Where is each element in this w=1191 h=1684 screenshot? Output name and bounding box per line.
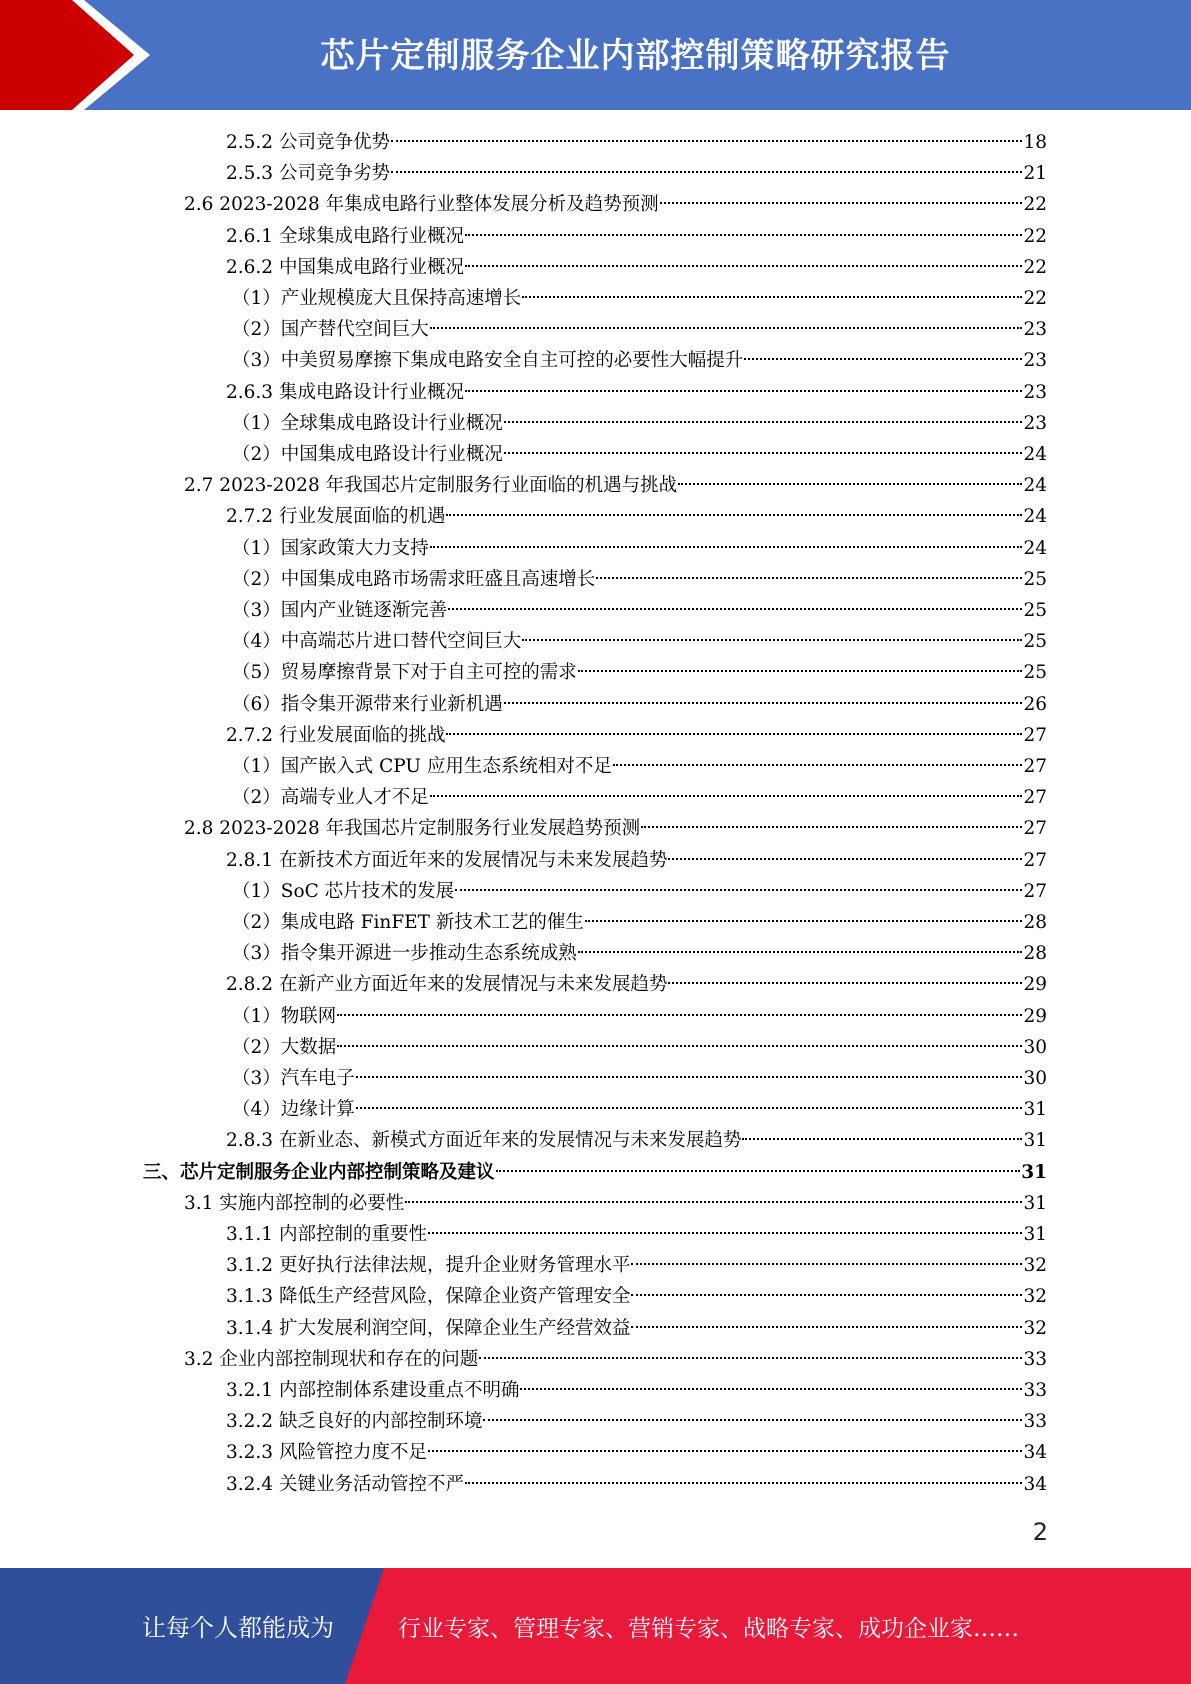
toc-entry-page: 23 — [1023, 319, 1047, 341]
toc-entry[interactable] — [232, 1001, 1047, 1032]
toc-entry-title: 3.1 实施内部控制的必要性 — [184, 1192, 405, 1214]
toc-entry-page: 23 — [1023, 381, 1047, 403]
page-header — [0, 0, 1191, 110]
toc-dot-leader — [660, 201, 1023, 204]
toc-dot-leader — [446, 513, 1022, 516]
toc-entry[interactable] — [232, 1063, 1047, 1094]
toc-entry-title: （5）贸易摩擦背景下对于自主可控的需求 — [232, 662, 577, 684]
toc-dot-leader — [337, 1044, 1022, 1047]
toc-entry-title: 2.5.3 公司竞争劣势 — [226, 163, 390, 185]
toc-entry[interactable] — [226, 158, 1047, 189]
toc-entry-page: 31 — [1021, 1161, 1047, 1183]
toc-entry-page: 22 — [1023, 288, 1047, 309]
toc-dot-leader — [356, 1106, 1023, 1109]
toc-entry-page: 32 — [1023, 1286, 1047, 1308]
toc-entry[interactable] — [232, 564, 1047, 595]
toc-entry[interactable] — [143, 1157, 1047, 1188]
toc-entry[interactable] — [232, 626, 1047, 657]
toc-entry[interactable] — [232, 689, 1047, 720]
toc-entry[interactable] — [232, 876, 1047, 907]
toc-dot-leader — [465, 233, 1022, 236]
toc-entry-title: 2.8.2 在新产业方面近年来的发展情况与未来发展趋势 — [226, 974, 668, 996]
toc-entry-title: 3.2.3 风险管控力度不足 — [226, 1442, 427, 1464]
toc-entry-title: （2）中国集成电路设计行业概况 — [232, 444, 503, 465]
toc-dot-leader — [578, 950, 1023, 953]
toc-dot-leader — [483, 1418, 1022, 1421]
toc-entry-title: （2）国产替代空间巨大 — [232, 319, 429, 341]
toc-entry-page: 26 — [1023, 693, 1047, 715]
toc-entry-title: （4）中高端芯片进口替代空间巨大 — [232, 631, 522, 653]
toc-entry-title: 2.6.1 全球集成电路行业概况 — [226, 225, 464, 247]
toc-entry[interactable] — [232, 345, 1047, 376]
toc-dot-leader — [448, 607, 1022, 610]
toc-entry[interactable] — [226, 221, 1047, 252]
toc-entry-page: 24 — [1023, 444, 1047, 465]
toc-entry[interactable] — [232, 283, 1047, 314]
toc-entry-page: 25 — [1023, 631, 1047, 653]
toc-entry-page: 29 — [1023, 974, 1047, 996]
toc-dot-leader — [455, 888, 1022, 891]
toc-entry[interactable] — [232, 533, 1047, 564]
report-title: 芯片定制服务企业内部控制策略研究报告 — [320, 36, 951, 76]
toc-entry-title: 3.1.3 降低生产经营风险，保障企业资产管理安全 — [226, 1286, 631, 1308]
toc-entry-title: 3.2.2 缺乏良好的内部控制环境 — [226, 1411, 483, 1433]
toc-entry-page: 24 — [1023, 537, 1047, 559]
toc-entry-page: 34 — [1023, 1473, 1047, 1495]
footer-slogan-right: 行业专家、管理专家、营销专家、战略专家、成功企业家…… — [398, 1616, 1019, 1642]
toc-entry-page: 33 — [1023, 1411, 1047, 1433]
toc-dot-leader — [428, 1449, 1022, 1452]
toc-entry-page: 25 — [1023, 568, 1047, 590]
toc-entry[interactable] — [184, 189, 1047, 220]
toc-entry[interactable] — [226, 252, 1047, 283]
toc-entry[interactable] — [184, 1344, 1047, 1375]
toc-entry-page: 23 — [1023, 350, 1047, 372]
toc-entry[interactable] — [232, 782, 1047, 813]
toc-entry-title: 2.7 2023-2028 年我国芯片定制服务行业面临的机遇与挑战 — [184, 475, 678, 497]
toc-dot-leader — [668, 981, 1022, 984]
toc-entry-page: 29 — [1023, 1005, 1047, 1027]
toc-entry[interactable] — [232, 1094, 1047, 1125]
toc-entry-page: 31 — [1023, 1099, 1047, 1121]
toc-entry-page: 27 — [1023, 787, 1047, 809]
toc-dot-leader — [613, 763, 1023, 766]
toc-dot-leader — [578, 669, 1023, 672]
toc-entry-page: 27 — [1023, 756, 1047, 777]
toc-entry[interactable] — [226, 1469, 1047, 1500]
toc-entry-title: （1）国家政策大力支持 — [232, 537, 429, 559]
toc-dot-leader — [428, 1231, 1022, 1234]
toc-entry-title: （2）中国集成电路市场需求旺盛且高速增长 — [232, 568, 596, 590]
toc-entry[interactable] — [184, 470, 1047, 501]
toc-dot-leader — [430, 545, 1023, 548]
toc-entry[interactable] — [184, 1188, 1047, 1219]
toc-dot-leader — [678, 482, 1022, 485]
page-footer — [0, 1568, 1191, 1684]
toc-entry-title: 2.8.3 在新业态、新模式方面近年来的发展情况与未来发展趋势 — [226, 1130, 742, 1152]
toc-dot-leader — [479, 1356, 1022, 1359]
toc-dot-leader — [465, 1481, 1022, 1484]
toc-entry-title: 3.1.1 内部控制的重要性 — [226, 1224, 427, 1245]
toc-entry-page: 32 — [1023, 1317, 1047, 1339]
toc-entry-page: 23 — [1023, 412, 1047, 434]
toc-dot-leader — [520, 1387, 1022, 1390]
page-number: 2 — [1032, 1518, 1048, 1546]
toc-entry-page: 27 — [1023, 724, 1047, 746]
toc-entry-page: 27 — [1023, 880, 1047, 902]
toc-dot-leader — [504, 420, 1023, 423]
toc-entry-title: （1）SoC 芯片技术的发展 — [232, 880, 455, 902]
toc-entry[interactable] — [226, 1125, 1047, 1156]
toc-dot-leader — [391, 139, 1022, 142]
toc-entry[interactable] — [232, 314, 1047, 345]
toc-entry[interactable] — [232, 595, 1047, 626]
toc-entry-page: 18 — [1023, 132, 1047, 153]
toc-entry-title: 三、芯片定制服务企业内部控制策略及建议 — [143, 1161, 495, 1183]
toc-entry[interactable] — [184, 813, 1047, 844]
toc-dot-leader — [430, 794, 1023, 797]
toc-entry-page: 31 — [1023, 1130, 1047, 1152]
toc-entry-title: 2.6 2023-2028 年集成电路行业整体发展分析及趋势预测 — [184, 194, 659, 216]
toc-entry[interactable] — [232, 751, 1047, 782]
toc-entry-title: 2.8 2023-2028 年我国芯片定制服务行业发展趋势预测 — [184, 818, 641, 840]
toc-entry-page: 28 — [1023, 943, 1047, 965]
toc-entry-title: 3.2.1 内部控制体系建设重点不明确 — [226, 1380, 520, 1401]
toc-entry-title: （3）国内产业链逐渐完善 — [232, 600, 448, 621]
toc-dot-leader — [742, 1137, 1022, 1140]
toc-entry-title: （3）中美贸易摩擦下集成电路安全自主可控的必要性大幅提升 — [232, 350, 744, 372]
toc-dot-leader — [430, 326, 1023, 329]
toc-dot-leader — [596, 576, 1022, 579]
toc-dot-leader — [522, 295, 1022, 298]
toc-entry-title: 2.6.2 中国集成电路行业概况 — [226, 256, 464, 278]
toc-entry-page: 32 — [1023, 1255, 1047, 1277]
toc-entry-title: 3.2.4 关键业务活动管控不严 — [226, 1473, 464, 1495]
toc-entry-title: （2）集成电路 FinFET 新技术工艺的催生 — [232, 912, 584, 933]
toc-entry-page: 22 — [1023, 194, 1047, 216]
toc-entry[interactable] — [226, 127, 1047, 158]
toc-entry-title: （1）全球集成电路设计行业概况 — [232, 412, 503, 434]
toc-entry-page: 34 — [1023, 1442, 1047, 1464]
toc-entry-title: 3.2 企业内部控制现状和存在的问题 — [184, 1348, 479, 1370]
toc-entry-title: 3.1.2 更好执行法律法规，提升企业财务管理水平 — [226, 1255, 631, 1277]
toc-entry-page: 30 — [1023, 1068, 1047, 1089]
toc-entry[interactable] — [226, 501, 1047, 532]
toc-dot-leader — [585, 919, 1023, 922]
toc-entry-title: 2.7.2 行业发展面临的挑战 — [226, 724, 446, 746]
toc-dot-leader — [446, 732, 1022, 735]
toc-entry-title: （1）产业规模庞大且保持高速增长 — [232, 288, 522, 309]
toc-entry-title: 3.1.4 扩大发展利润空间，保障企业生产经营效益 — [226, 1317, 631, 1339]
toc-entry-title: （3）指令集开源进一步推动生态系统成熟 — [232, 943, 577, 965]
toc-entry-page: 27 — [1023, 849, 1047, 871]
toc-entry[interactable] — [226, 1250, 1047, 1281]
toc-entry[interactable] — [232, 439, 1047, 470]
toc-dot-leader — [631, 1293, 1022, 1296]
toc-entry-title: （1）国产嵌入式 CPU 应用生态系统相对不足 — [232, 756, 612, 777]
toc-entry[interactable] — [226, 845, 1047, 876]
toc-entry-page: 24 — [1023, 506, 1047, 528]
toc-dot-leader — [465, 389, 1022, 392]
toc-dot-leader — [337, 1013, 1022, 1016]
toc-entry[interactable] — [226, 1406, 1047, 1437]
toc-entry-title: 2.5.2 公司竞争优势 — [226, 132, 390, 153]
toc-dot-leader — [391, 170, 1022, 173]
toc-entry-page: 25 — [1023, 600, 1047, 621]
toc-entry[interactable] — [226, 1375, 1047, 1406]
toc-dot-leader — [522, 638, 1022, 641]
toc-entry-title: （2）高端专业人才不足 — [232, 787, 429, 809]
toc-dot-leader — [631, 1262, 1022, 1265]
toc-entry-title: （4）边缘计算 — [232, 1099, 355, 1121]
toc-entry-page: 21 — [1023, 163, 1047, 185]
toc-entry-page: 22 — [1023, 225, 1047, 247]
toc-entry[interactable] — [232, 1032, 1047, 1063]
toc-entry[interactable] — [226, 1281, 1047, 1312]
toc-entry-title: 2.7.2 行业发展面临的机遇 — [226, 506, 446, 528]
toc-entry[interactable] — [232, 657, 1047, 688]
toc-dot-leader — [504, 701, 1023, 704]
toc-dot-leader — [496, 1169, 1021, 1172]
toc-entry-page: 31 — [1023, 1224, 1047, 1245]
toc-dot-leader — [744, 357, 1022, 360]
toc-entry-title: （3）汽车电子 — [232, 1068, 355, 1089]
toc-entry[interactable] — [226, 969, 1047, 1000]
toc-dot-leader — [668, 857, 1022, 860]
toc-entry-page: 33 — [1023, 1348, 1047, 1370]
toc-entry-page: 24 — [1023, 475, 1047, 497]
toc-entry[interactable] — [226, 1219, 1047, 1250]
toc-entry-page: 33 — [1023, 1380, 1047, 1401]
toc-dot-leader — [631, 1325, 1022, 1328]
toc-entry[interactable] — [232, 907, 1047, 938]
toc-entry[interactable] — [232, 938, 1047, 969]
toc-entry[interactable] — [232, 408, 1047, 439]
toc-entry[interactable] — [226, 720, 1047, 751]
toc-entry-title: （2）大数据 — [232, 1036, 337, 1058]
toc-entry-title: （6）指令集开源带来行业新机遇 — [232, 693, 503, 715]
toc-entry-page: 31 — [1023, 1192, 1047, 1214]
toc-dot-leader — [356, 1075, 1023, 1078]
toc-entry[interactable] — [226, 1437, 1047, 1468]
toc-dot-leader — [465, 264, 1022, 267]
toc-entry-title: （1）物联网 — [232, 1005, 337, 1027]
toc-entry-page: 25 — [1023, 662, 1047, 684]
toc-entry-title: 2.6.3 集成电路设计行业概况 — [226, 381, 464, 403]
toc-entry-title: 2.8.1 在新技术方面近年来的发展情况与未来发展趋势 — [226, 849, 668, 871]
footer-slogan-left: 让每个人都能成为 — [142, 1614, 334, 1642]
toc-entry[interactable] — [226, 377, 1047, 408]
toc-entry-page: 27 — [1023, 818, 1047, 840]
toc-entry-page: 30 — [1023, 1036, 1047, 1058]
toc-entry[interactable] — [226, 1313, 1047, 1344]
toc-dot-leader — [504, 451, 1023, 454]
toc-entry-page: 28 — [1023, 912, 1047, 933]
toc-entry-page: 22 — [1023, 256, 1047, 278]
toc-dot-leader — [405, 1200, 1022, 1203]
toc-dot-leader — [641, 825, 1022, 828]
